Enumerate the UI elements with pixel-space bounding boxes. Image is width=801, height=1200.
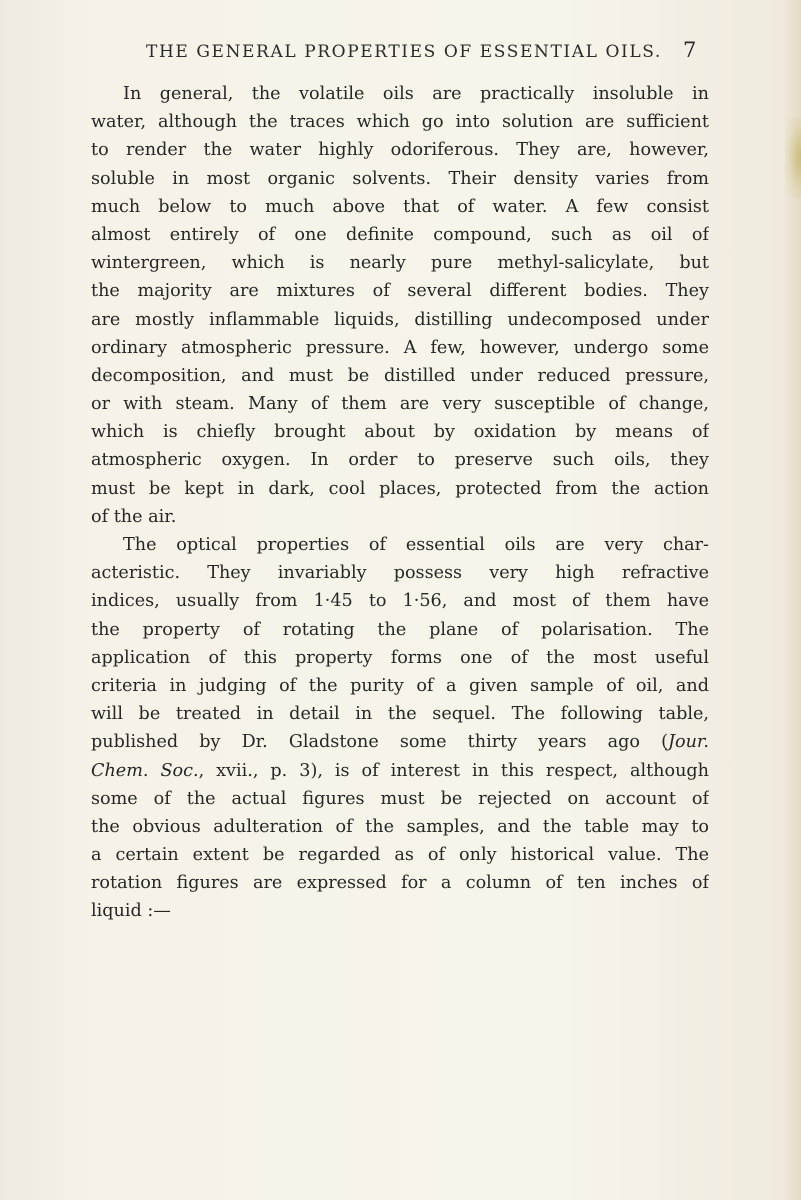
text-line-with-citation <box>91 757 709 785</box>
text-line: which is chiefly brought about by oxidation by means of <box>91 422 709 443</box>
text-line: The optical properties of essential oils are very char- <box>123 535 709 555</box>
journal-abbrev: Jour. <box>667 732 709 753</box>
text-line: atmospheric oxygen. In order to preserve such oils, they <box>91 450 709 471</box>
text-line: the majority are mixtures of several different bodies. They <box>91 281 709 302</box>
text-line: are mostly inflammable liquids, distilling undecomposed under <box>91 309 709 330</box>
text-line: In general, the volatile oils are practically insoluble in <box>123 84 709 104</box>
text-line: to render the water highly odoriferous. They are, however, <box>91 140 709 161</box>
text-line: of the air. <box>91 506 177 527</box>
text-line: the obvious adulteration of the samples, and the table may to <box>91 816 709 837</box>
text-line: soluble in most organic solvents. Their density varies from <box>91 168 709 189</box>
citation-lead: published by Dr. Gladstone some thirty years ago ( <box>91 732 668 753</box>
text-line: indices, usually from 1·45 to 1·56, and most of them have <box>91 591 709 612</box>
running-head: THE GENERAL PROPERTIES OF ESSENTIAL OILS. <box>146 42 662 62</box>
citation-tail: , xvii., p. 3), is of interest in this respect, although <box>198 760 709 781</box>
text-line: will be treated in detail in the sequel. The following table, <box>91 704 709 725</box>
text-line: or with steam. Many of them are very susceptible of change, <box>91 394 709 415</box>
text-line-with-citation <box>91 728 709 756</box>
text-line: almost entirely of one definite compound, such as oil of <box>91 224 709 245</box>
journal-abbrev: Chem. Soc. <box>91 760 199 781</box>
text-line: the property of rotating the plane of polarisation. The <box>91 619 709 640</box>
text-line: decomposition, and must be distilled under reduced pressure, <box>91 365 709 386</box>
text-line: ordinary atmospheric pressure. A few, however, undergo some <box>91 337 709 358</box>
text-line: water, although the traces which go into solution are sufficient <box>91 112 709 133</box>
body-text <box>91 80 709 926</box>
text-line: wintergreen, which is nearly pure methyl-salicylate, but <box>91 253 709 274</box>
text-line: liquid :— <box>91 901 171 922</box>
text-line: much below to much above that of water. A few consist <box>91 196 709 217</box>
text-line: rotation figures are expressed for a column of ten inches of <box>91 873 709 894</box>
text-line: application of this property forms one of the most useful <box>91 647 709 668</box>
text-line: criteria in judging of the purity of a given sample of oil, and <box>91 675 709 696</box>
text-line: acteristic. They invariably possess very high refractive <box>91 563 709 584</box>
text-line: must be kept in dark, cool places, protected from the action <box>91 478 709 499</box>
page-number: 7 <box>683 38 697 62</box>
text-line: some of the actual figures must be rejected on account of <box>91 788 709 809</box>
paper-stain <box>785 118 801 198</box>
text-line: a certain extent be regarded as of only historical value. The <box>91 845 709 866</box>
